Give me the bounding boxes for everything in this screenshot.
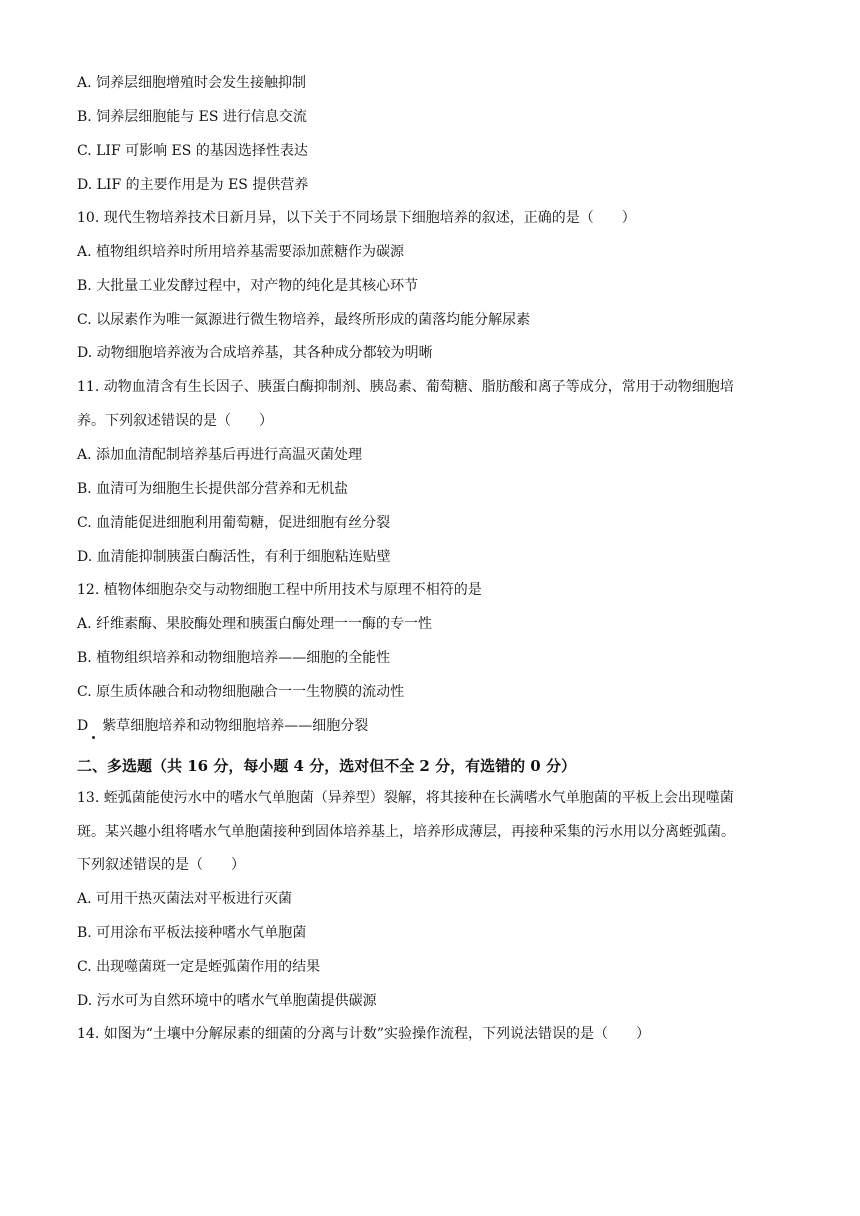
option-13c: C. 出现噬菌斑一定是蛭弧菌作用的结果 (77, 959, 321, 975)
question-11-line1: 11. 动物血清含有生长因子、胰蛋白酶抑制剂、胰岛素、葡萄糖、脂肪酸和离子等成分，常用于动物细胞培 (77, 379, 734, 395)
option-12d-dot (92, 736, 95, 739)
option-13d: D. 污水可为自然环境中的嗜水气单胞菌提供碳源 (77, 993, 377, 1009)
option-12d: D 紫草细胞培养和动物细胞培养——细胞分裂 (77, 718, 369, 734)
question-13-line2: 斑。某兴趣小组将嗜水气单胞菌接种到固体培养基上，培养形成薄层，再接种采集的污水用以分离蛭弧菌。 (77, 824, 735, 840)
option-9d: D. LIF 的主要作用是为 ES 提供营养 (77, 177, 309, 193)
option-11a: A. 添加血清配制培养基后再进行高温灭菌处理 (77, 447, 363, 463)
option-10b: B. 大批量工业发酵过程中，对产物的纯化是其核心环节 (77, 278, 419, 294)
option-11d: D. 血清能抑制胰蛋白酶活性，有利于细胞粘连贴壁 (77, 549, 391, 565)
question-14: 14. 如图为“土壤中分解尿素的细菌的分离与计数”实验操作流程，下列说法错误的是（ ） (77, 1026, 651, 1042)
option-11b: B. 血清可为细胞生长提供部分营养和无机盐 (77, 481, 349, 497)
question-13-line1: 13. 蛭弧菌能使污水中的嗜水气单胞菌（异养型）裂解，将其接种在长满嗜水气单胞菌的平板上会出现噬菌 (77, 790, 734, 806)
section-heading-multiple-choice: 二、多选题（共 16 分，每小题 4 分，选对但不全 2 分，有选错的 0 分） (77, 757, 576, 775)
question-13-line3: 下列叙述错误的是（ ） (77, 857, 245, 873)
option-12b: B. 植物组织培养和动物细胞培养——细胞的全能性 (77, 650, 391, 666)
option-10c: C. 以尿素作为唯一氮源进行微生物培养，最终所形成的菌落均能分解尿素 (77, 312, 531, 328)
question-11-line2: 养。下列叙述错误的是（ ） (77, 413, 273, 429)
question-12: 12. 植物体细胞杂交与动物细胞工程中所用技术与原理不相符的是 (77, 582, 482, 598)
option-12a: A. 纤维素酶、果胶酶处理和胰蛋白酶处理一一酶的专一性 (77, 616, 433, 632)
option-11c: C. 血清能促进细胞利用葡萄糖，促进细胞有丝分裂 (77, 515, 391, 531)
option-13b: B. 可用涂布平板法接种嗜水气单胞菌 (77, 925, 307, 941)
option-10d: D. 动物细胞培养液为合成培养基，其各种成分都较为明晰 (77, 345, 433, 361)
option-9b: B. 饲养层细胞能与 ES 进行信息交流 (77, 109, 307, 125)
option-10a: A. 植物组织培养时所用培养基需要添加蔗糖作为碳源 (77, 244, 405, 260)
option-9c: C. LIF 可影响 ES 的基因选择性表达 (77, 143, 308, 159)
option-12c: C. 原生质体融合和动物细胞融合一一生物膜的流动性 (77, 684, 405, 700)
option-9a: A. 饲养层细胞增殖时会发生接触抑制 (77, 75, 307, 91)
option-13a: A. 可用干热灭菌法对平板进行灭菌 (77, 891, 293, 907)
question-10: 10. 现代生物培养技术日新月异，以下关于不同场景下细胞培养的叙述，正确的是（ ） (77, 210, 636, 226)
